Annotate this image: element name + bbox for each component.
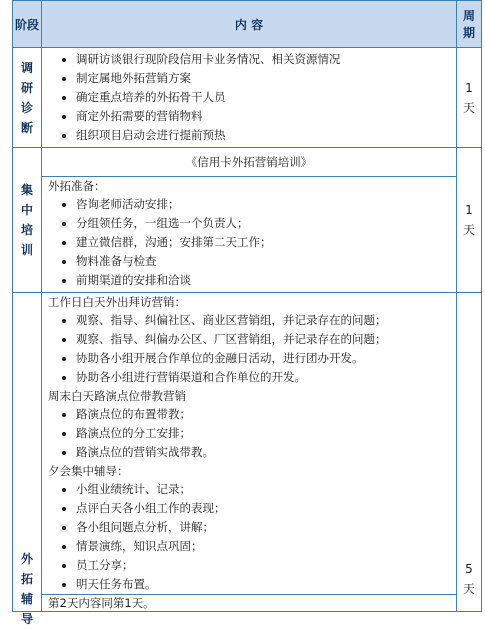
- stage-cell: [13, 293, 42, 626]
- list-item: • 协助各小组进行营销渠道和合作单位的开发。: [76, 368, 452, 387]
- item-list: [46, 405, 452, 462]
- stage-char: 导: [20, 612, 33, 626]
- group-list: [46, 293, 452, 594]
- list-item: • 商定外拓需要的营销物料: [76, 107, 452, 126]
- row-coaching: [13, 293, 482, 612]
- list-item: • 物料准备与检查: [76, 252, 452, 271]
- period-label: [457, 559, 481, 599]
- stage-char: 集: [20, 183, 33, 197]
- stage-char: 诊: [20, 100, 33, 115]
- stage-label: [13, 58, 41, 138]
- stage-char: 外: [20, 552, 33, 566]
- list-item: • 明天任务布置。: [76, 575, 452, 594]
- footer-note: 第2天内容同第1天。: [42, 594, 456, 611]
- list-item: • 路演点位的布置带教；: [76, 405, 452, 424]
- list-item: • 协助各小组开展合作单位的金融日活动，进行团办开发。: [76, 349, 452, 368]
- plan-table: [12, 0, 482, 626]
- period-char: 天: [462, 100, 475, 115]
- stage-cell: [13, 148, 42, 293]
- period-cell: [457, 293, 482, 612]
- section-heading: 周末白天路演点位带教营销: [48, 389, 186, 403]
- stage-label: [13, 549, 41, 626]
- content-cell: [42, 148, 457, 293]
- period-label: [457, 78, 481, 118]
- stage-char: 调: [20, 60, 33, 75]
- list-item: • 观察、指导、纠偏办公区、厂区营销组，并记录存在的问题；: [76, 330, 452, 349]
- header-row: [13, 1, 482, 48]
- stage-char: 训: [20, 243, 33, 257]
- list-item: • 点评白天各小组工作的表现；: [76, 499, 452, 518]
- list-item: • 路演点位的分工安排；: [76, 424, 452, 443]
- header-period: [457, 1, 482, 48]
- training-title: 《信用卡外拓营销培训》: [42, 148, 456, 177]
- item-list: [46, 480, 452, 594]
- content-cell: [42, 293, 457, 612]
- period-char: 天: [462, 223, 475, 237]
- item-list: [46, 195, 452, 290]
- header-stage: [13, 1, 42, 48]
- period-cell: [457, 48, 482, 148]
- list-item: • 员工分享；: [76, 556, 452, 575]
- stage-cell: [13, 48, 42, 148]
- row-research: [13, 48, 482, 148]
- header-stage-text: [15, 18, 39, 32]
- header-content: 内 容: [42, 1, 457, 48]
- list-item: • 确定重点培养的外拓骨干人员: [76, 88, 452, 107]
- section-heading: 外拓准备：: [48, 179, 106, 193]
- header-period-text: [463, 9, 475, 40]
- period-char: 1: [465, 203, 473, 217]
- section-heading: 工作日白天外出拜访营销：: [48, 295, 186, 309]
- list-item: • 组织项目启动会进行提前预热: [76, 126, 452, 145]
- period-label: [457, 200, 481, 240]
- list-item: • 情景演练，知识点巩固；: [76, 537, 452, 556]
- period-char: 1: [465, 80, 473, 95]
- row-training: [13, 148, 482, 293]
- stage-char: 拓: [20, 572, 33, 586]
- list-item: • 路演点位的营销实战带教。: [76, 443, 452, 462]
- list-item: • 建立微信群，沟通；安排第二天工作；: [76, 233, 452, 252]
- period-char: 天: [462, 582, 475, 596]
- section-heading: 夕会集中辅导：: [48, 464, 129, 478]
- list-item: • 调研访谈银行现阶段信用卡业务情况、相关资源情况: [76, 50, 452, 69]
- period-char: 5: [465, 562, 473, 576]
- stage-label: [13, 180, 41, 260]
- stage-char: 中: [20, 203, 33, 217]
- list-item: • 分组领任务，一组选一个负责人；: [76, 214, 452, 233]
- stage-char: 断: [20, 120, 33, 135]
- stage-char: 辅: [20, 592, 33, 606]
- content-cell: [42, 48, 457, 148]
- list-item: • 前期渠道的安排和洽谈: [76, 271, 452, 290]
- header-period-char: 周: [462, 9, 475, 23]
- list-item: • 咨询老师活动安排；: [76, 195, 452, 214]
- header-stage-char: 阶: [14, 17, 27, 32]
- stage-char: 培: [20, 223, 33, 237]
- header-stage-char: 段: [27, 17, 40, 32]
- item-list: [46, 311, 452, 387]
- list-item: • 观察、指导、纠偏社区、商业区营销组，并记录存在的问题；: [76, 311, 452, 330]
- list-item: • 制定属地外拓营销方案: [76, 69, 452, 88]
- stage-char: 研: [20, 80, 33, 95]
- item-list: [46, 50, 452, 145]
- period-cell: [457, 148, 482, 293]
- list-item: • 小组业绩统计、记录；: [76, 480, 452, 499]
- list-item: • 各小组问题点分析，讲解；: [76, 518, 452, 537]
- header-period-char: 期: [462, 26, 475, 40]
